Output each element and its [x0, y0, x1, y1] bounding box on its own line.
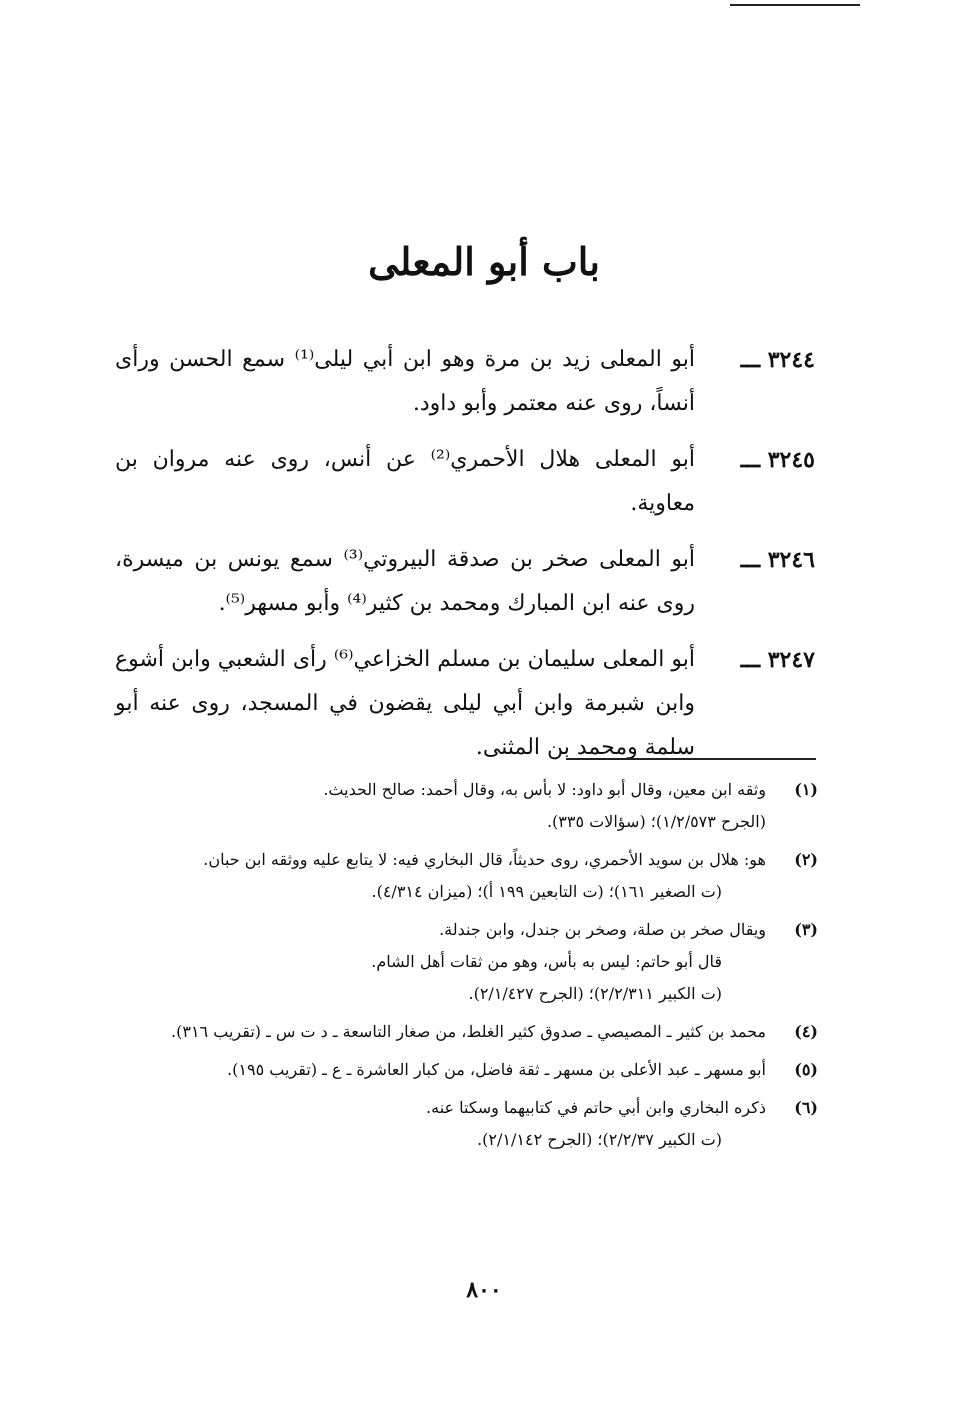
- footnote-2: [118, 844, 818, 908]
- footnote-line: قال أبو حاتم: ليس به بأس، وهو من ثقات أهل الشام.: [371, 952, 722, 971]
- footnote-3: [118, 914, 818, 1010]
- entry-text: أبو المعلى هلال الأحمري⁽²⁾ عن أنس، روى عنه مروان بن معاوية.: [115, 447, 695, 516]
- footnote-number: (٤): [794, 1022, 818, 1041]
- footnote-line: محمد بن كثير ـ المصيصي ـ صدوق كثير الغلط، من صغار التاسعة ـ د ت س ـ (تقريب ٣١٦).: [171, 1022, 766, 1041]
- page-number: ٨٠٠: [466, 1277, 502, 1303]
- footnote-line: (الجرح ١/٢/٥٧٣)؛ (سؤالات ٣٣٥).: [546, 812, 766, 831]
- footnote-5: [118, 1054, 818, 1086]
- footnote-6: [118, 1092, 818, 1156]
- footnote-line: هو: هلال بن سويد الأحمري، روى حديثاً، قال البخاري فيه: لا يتابع عليه ووثقه ابن حبان.: [203, 850, 766, 869]
- footnotes: [118, 774, 818, 1162]
- footnote-number: (١): [794, 780, 818, 799]
- footnote-number: (٢): [794, 850, 818, 869]
- footnote-number: (٣): [794, 920, 818, 939]
- footnote-line: (ت الكبير ٢/٢/٣١١)؛ (الجرح ٢/١/٤٢٧).: [468, 984, 722, 1003]
- entry-number: ٣٢٤٥ ـــ: [740, 447, 815, 473]
- footnote-4: [118, 1016, 818, 1048]
- entry-number: ٣٢٤٤ ـــ: [740, 347, 815, 373]
- entry-3247: [115, 638, 815, 770]
- footnote-number: (٥): [794, 1060, 818, 1079]
- entries-list: [115, 338, 815, 782]
- top-rule: [730, 4, 860, 6]
- footnote-line: ذكره البخاري وابن أبي حاتم في كتابيهما وسكتا عنه.: [426, 1098, 766, 1117]
- footnote-line: (ت الصغير ١٦١)؛ (ت التابعين ١٩٩ أ)؛ (ميزان ٤/٣١٤).: [371, 882, 722, 901]
- footnote-1: [118, 774, 818, 838]
- footnote-separator: [566, 758, 816, 760]
- entry-3246: [115, 538, 815, 626]
- entry-text: أبو المعلى سليمان بن مسلم الخزاعي⁽⁶⁾ رأى الشعبي وابن أشوع وابن شبرمة وابن أبي ليلى يقضون في المسجد، روى عنه أبو سلمة ومحمد بن المثنى.: [115, 647, 695, 760]
- footnote-line: ويقال صخر بن صلة، وصخر بن جندل، وابن جندلة.: [439, 920, 766, 939]
- entry-text: أبو المعلى صخر بن صدقة البيروتي⁽³⁾ سمع يونس بن ميسرة، روى عنه ابن المبارك ومحمد بن كثير⁽⁴⁾ وأبو مسهر⁽⁵⁾.: [115, 547, 696, 616]
- footnote-line: وثقه ابن معين، وقال أبو داود: لا بأس به، وقال أحمد: صالح الحديث.: [323, 780, 766, 799]
- entry-3245: [115, 438, 815, 526]
- entry-number: ٣٢٤٦ ـــ: [740, 547, 815, 573]
- footnote-line: أبو مسهر ـ عبد الأعلى بن مسهر ـ ثقة فاضل، من كبار العاشرة ـ ع ـ (تقريب ١٩٥).: [227, 1060, 766, 1079]
- footnote-number: (٦): [794, 1098, 818, 1117]
- page-title: باب أبو المعلى: [368, 239, 600, 284]
- entry-3244: [115, 338, 815, 426]
- entry-text: أبو المعلى زيد بن مرة وهو ابن أبي ليلى⁽¹⁾ سمع الحسن ورأى أنساً، روى عنه معتمر وأبو داود.: [115, 347, 695, 416]
- footnote-line: (ت الكبير ٢/٢/٣٧)؛ (الجرح ٢/١/١٤٢).: [477, 1130, 722, 1149]
- entry-number: ٣٢٤٧ ـــ: [740, 647, 815, 673]
